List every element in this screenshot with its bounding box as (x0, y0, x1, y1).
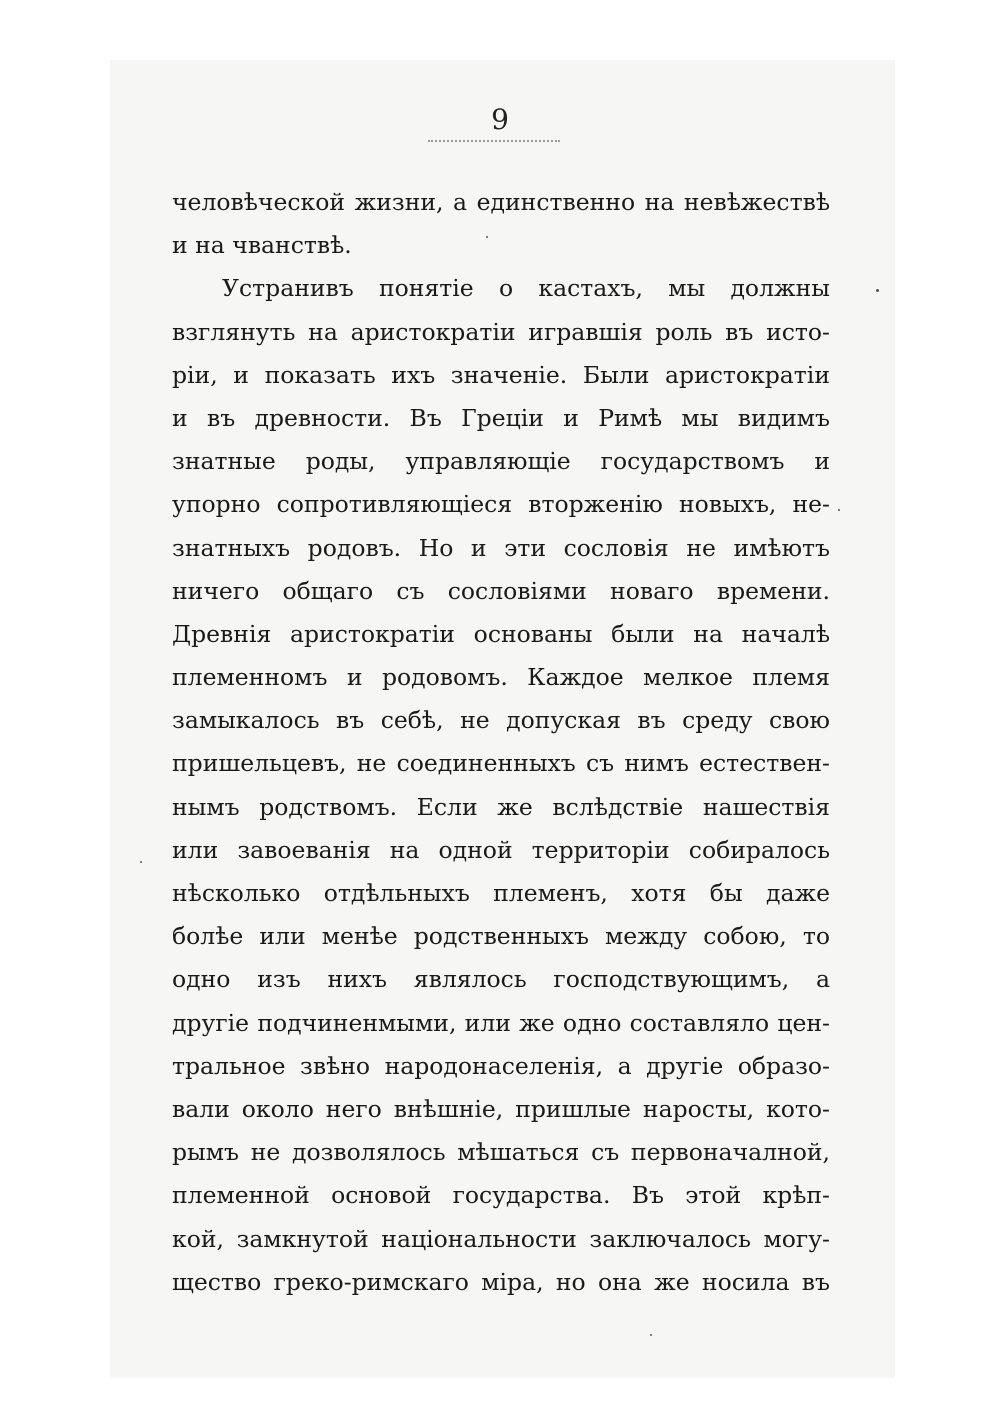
text-line: нѣсколько отдѣльныхъ племенъ, хотя бы даже (172, 879, 830, 907)
text-line: ріи, и показать ихъ значеніе. Были аристократіи (172, 360, 830, 389)
header-rule (428, 140, 560, 142)
text-line: знатныхъ родовъ. Но и эти сословія не имѣютъ (172, 533, 830, 562)
scan-speck (876, 289, 879, 292)
text-line: замыкалось въ себѣ, не допуская въ среду свою (172, 706, 830, 735)
text-line: щество греко-римскаго міра, но она же носила въ (172, 1267, 830, 1296)
text-line: рымъ не дозволялось мѣшаться съ первоначалной, (172, 1138, 830, 1167)
text-line: племенной основой государства. Въ этой крѣп- (172, 1181, 830, 1210)
text-line: болѣе или менѣе родственныхъ между собою, то (172, 922, 830, 951)
text-line: одно изъ нихъ являлось господствующимъ, а (172, 965, 830, 994)
scan-speck (838, 509, 840, 511)
text-line: тральное звѣно народонаселенія, а другіе образо- (172, 1051, 830, 1080)
text-line: ничего общаго съ сословіями новаго времени. (172, 576, 830, 605)
scan-speck (140, 861, 142, 863)
scan-speck (650, 1334, 652, 1336)
page-number: 9 (491, 103, 509, 136)
text-line: вали около него внѣшніе, пришлые наросты, кото- (172, 1094, 830, 1123)
text-line: знатные роды, управляющіе государствомъ и (172, 447, 830, 476)
text-line: кой, замкнутой національности заключалось могу- (172, 1224, 830, 1253)
text-line: другіе подчиненмыми, или же одно составляло цен- (172, 1008, 830, 1037)
text-line: и на чванствѣ. (172, 231, 352, 260)
text-line: племенномъ и родовомъ. Каждое мелкое племя (172, 663, 830, 692)
scan-speck (486, 236, 488, 238)
text-line: или завоеванія на одной территоріи собиралось (172, 835, 830, 864)
text-line: пришельцевъ, не соединенныхъ съ нимъ естествен- (172, 749, 830, 778)
body-text (172, 181, 830, 1304)
text-line: взглянуть на аристократіи игравшія роль въ исто- (172, 317, 830, 346)
text-line: Устранивъ понятіе о кастахъ, мы должны (222, 274, 830, 303)
text-line: и въ древности. Въ Греціи и Римѣ мы видимъ (172, 403, 830, 432)
text-line: человѣческой жизни, а единственно на невѣжествѣ (172, 188, 830, 216)
text-line: Древнія аристократіи основаны были на началѣ (172, 619, 830, 648)
text-line: нымъ родствомъ. Если же вслѣдствіе нашествія (172, 792, 830, 821)
text-line: упорно сопротивляющіеся вторженію новыхъ, не- (172, 490, 830, 519)
